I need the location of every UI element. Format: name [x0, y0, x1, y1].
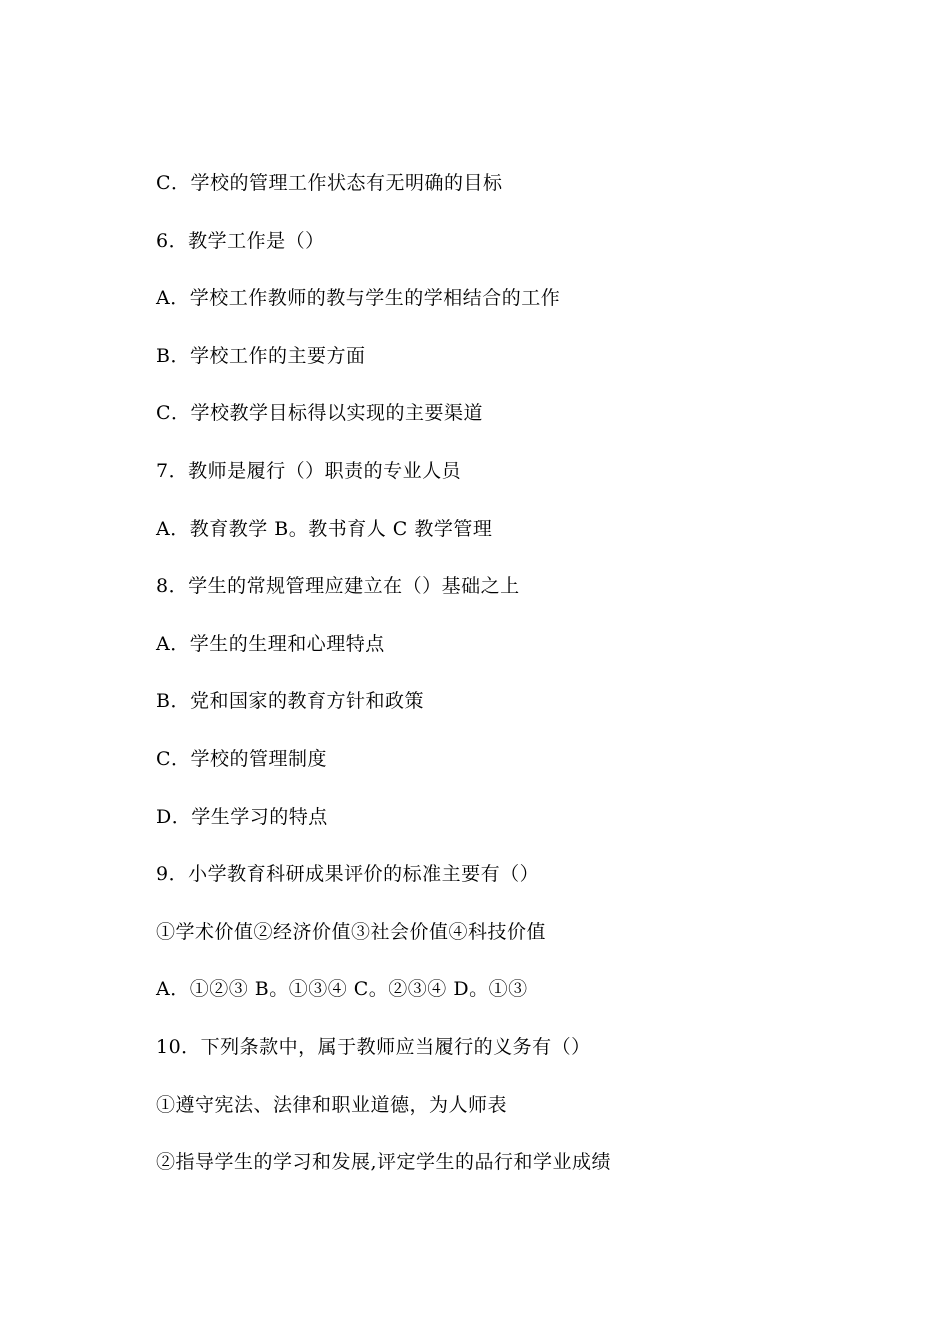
question-9-items: ①学术价值②经济价值③社会价值④科技价值 [156, 920, 547, 943]
question-6-option-b: B．学校工作的主要方面 [156, 344, 366, 367]
question-8: 8．学生的常规管理应建立在（）基础之上 [156, 575, 520, 598]
question-7: 7．教师是履行（）职责的专业人员 [156, 459, 462, 482]
question-9-options: A．①②③ B。①③④ C。②③④ D。①③ [156, 978, 528, 1001]
question-10-item-2: ②指导学生的学习和发展,评定学生的品行和学业成绩 [156, 1151, 612, 1174]
question-6-option-c: C．学校教学目标得以实现的主要渠道 [156, 402, 484, 425]
question-10-item-1: ①遵守宪法、法律和职业道德，为人师表 [156, 1093, 508, 1116]
document-body [156, 170, 916, 1207]
question-9: 9．小学教育科研成果评价的标准主要有（） [156, 863, 540, 886]
question-6: 6．教学工作是（） [156, 229, 325, 252]
option-c-line: C．学校的管理工作状态有无明确的目标 [156, 172, 503, 194]
question-8-option-a: A．学生的生理和心理特点 [156, 632, 385, 655]
question-7-options: A．教育教学 B。教书育人 C 教学管理 [156, 517, 493, 540]
question-8-option-c: C．学校的管理制度 [156, 747, 328, 770]
question-8-option-b: B．党和国家的教育方针和政策 [156, 690, 424, 713]
question-10: 10．下列条款中，属于教师应当履行的义务有（） [156, 1035, 591, 1058]
question-8-option-d: D．学生学习的特点 [156, 805, 328, 828]
question-6-option-a: A．学校工作教师的教与学生的学相结合的工作 [156, 287, 561, 310]
